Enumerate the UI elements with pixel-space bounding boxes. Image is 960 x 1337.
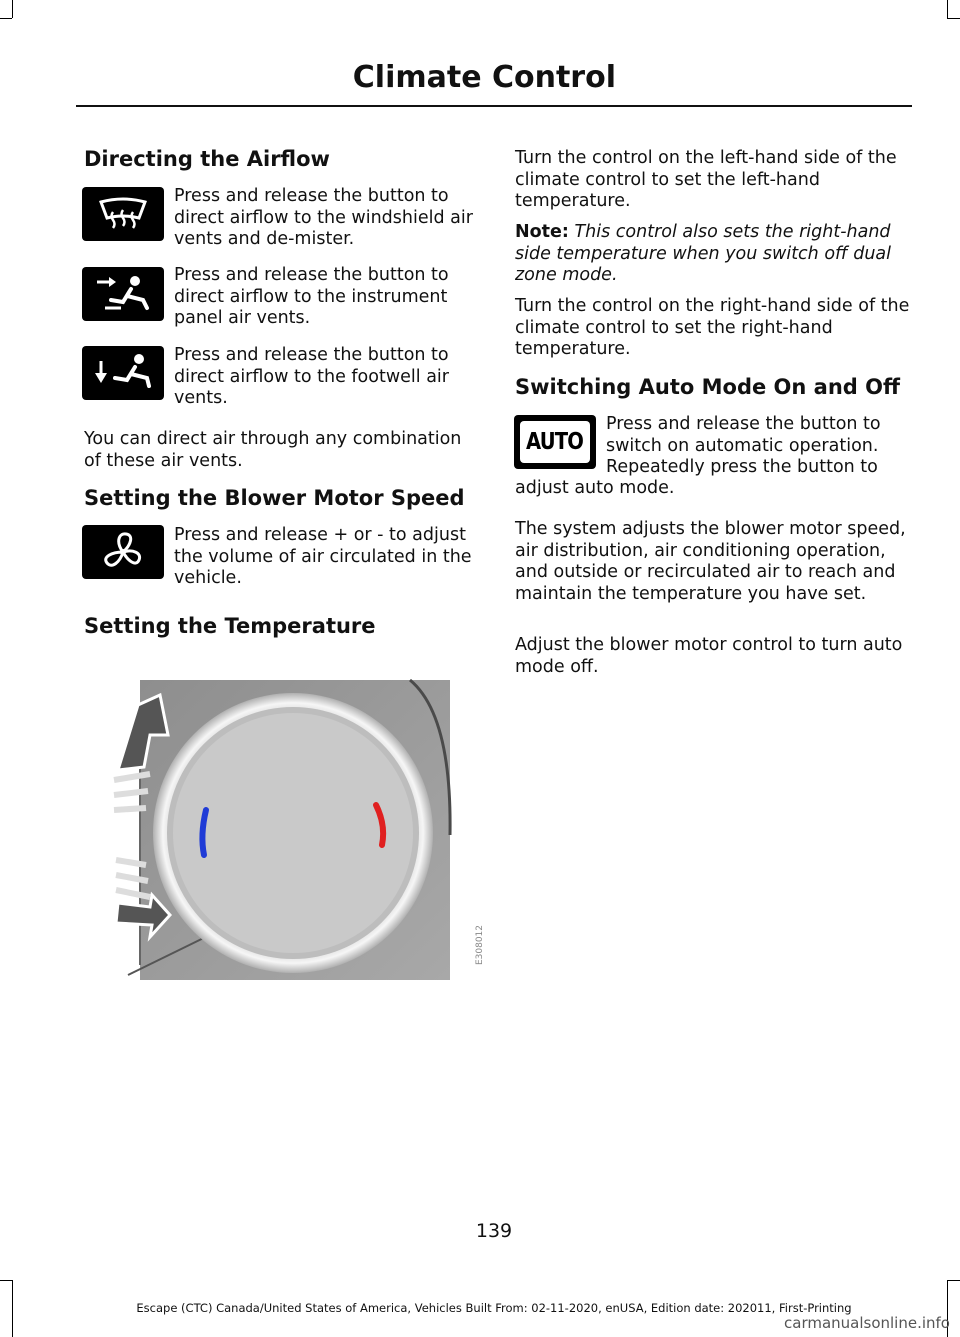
fan-icon: [82, 525, 164, 579]
crop-mark-bottom-right-h: [947, 1280, 960, 1281]
crop-mark-top-right: [947, 0, 948, 18]
temperature-heading: Setting the Temperature: [84, 614, 376, 638]
left-control-text: Turn the control on the left-hand side of the climate control to set the left-hand temperature.: [515, 148, 897, 211]
airflow-panel-text: Press and release the button to direct airflow to the instrument panel air vents.: [174, 265, 449, 328]
auto-heading: Switching Auto Mode On and Off: [515, 375, 900, 399]
right-control-text: Turn the control on the right-hand side of the climate control to set the right-hand temperature.: [515, 296, 910, 359]
auto-text-continued: adjust auto mode.: [515, 478, 675, 498]
temperature-dial-illustration: [110, 675, 485, 985]
crop-mark-top-right-h: [947, 18, 960, 19]
page-title: Climate Control: [352, 60, 616, 95]
note-paragraph: [515, 222, 910, 287]
panel-vent-icon: [82, 267, 164, 321]
airflow-footwell-text: Press and release the button to direct airflow to the footwell air vents.: [174, 345, 449, 408]
auto-icon: [514, 415, 596, 469]
combination-text: You can direct air through any combination of these air vents.: [84, 429, 462, 471]
note-label: Note:: [515, 222, 569, 242]
page-number: 139: [475, 1220, 513, 1242]
header-divider: [76, 105, 912, 107]
blower-heading: Setting the Blower Motor Speed: [84, 486, 465, 510]
airflow-heading: Directing the Airflow: [84, 147, 330, 171]
figure-code: E308012: [475, 925, 485, 966]
watermark: carmanualsonline.info: [784, 1314, 950, 1332]
auto-icon-label: AUTO: [526, 429, 584, 455]
note-text: This control also sets the right-hand side temperature when you switch off dual zone mode.: [515, 222, 892, 285]
auto-off-text: Adjust the blower motor control to turn auto mode off.: [515, 635, 903, 677]
crop-mark-bottom-left-h: [0, 1280, 12, 1281]
blower-text: Press and release + or - to adjust the volume of air circulated in the vehicle.: [174, 525, 472, 588]
system-text: The system adjusts the blower motor speed, air distribution, air conditioning operation, and outside or recirculated air to reach and maintain the temperature you have set.: [515, 519, 906, 604]
footwell-vent-icon: [82, 346, 164, 400]
windshield-defrost-icon: [82, 187, 164, 241]
crop-mark-top-left: [12, 0, 13, 18]
airflow-windshield-text: Press and release the button to direct airflow to the windshield air vents and de-mister.: [174, 186, 473, 249]
auto-text-side: Press and release the button to switch on automatic operation. Repeatedly press the button to: [606, 414, 881, 477]
crop-mark-top-left-h: [0, 18, 12, 19]
footer-edition-info: Escape (CTC) Canada/United States of America, Vehicles Built From: 02-11-2020, enUSA, Edition date: 202011, First-Printing: [136, 1301, 852, 1315]
